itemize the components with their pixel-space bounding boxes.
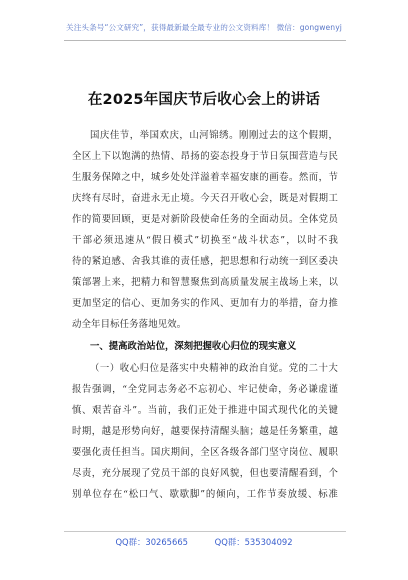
section-heading: 一、提高政治站位，深刻把握收心归位的现实意义 <box>90 341 297 352</box>
paragraph-line: 尽责，充分展现了党员干部的良好风貌，但也要清醒看到，个 <box>72 468 338 479</box>
paragraph-line: 报告强调，“全党同志务必不忘初心、牢记使命，务必谦虚谨 <box>72 384 338 395</box>
paragraph-line: 时期，越是形势向好，越要保持清醒头脑；越是任务繁重，越 <box>72 426 338 437</box>
footer-divider <box>64 531 346 532</box>
paragraph-line: 生服务保障之中，城乡处处洋溢着幸福安康的画卷。然而，节 <box>72 172 338 183</box>
paragraph-line: 全区上下以饱满的热情、昂扬的姿态投身于节日氛围营造与民 <box>72 151 338 162</box>
header-note: 关注头条号“公文研究”，获得最新最全最专业的公文资料库！ 微信：gongwenyj <box>66 23 342 32</box>
paragraph-line: 作的简要回顾，更是对新阶段使命任务的全面动员。全体党员 <box>72 214 338 225</box>
paragraph-line: 策部署上来，把精力和智慧聚焦到高质量发展主战场上来，以 <box>72 277 338 288</box>
footer-qq-group-1: QQ群：30265665 <box>115 537 188 547</box>
paragraph-line: 国庆佳节，举国欢庆，山河锦绣。刚刚过去的这个假期， <box>90 130 338 141</box>
footer <box>0 536 408 548</box>
header-divider <box>64 40 346 41</box>
paragraph-line: 待的紧迫感、舍我其谁的责任感，把思想和行动统一到区委决 <box>72 256 338 267</box>
paragraph-line: 庆终有尽时，奋进永无止境。今天召开收心会，既是对假期工 <box>72 193 338 204</box>
paragraph-line: （一）收心归位是落实中央精神的政治自觉。党的二十大 <box>90 363 338 374</box>
paragraph-line: 慎、艰苦奋斗”。当前，我们正处于推进中国式现代化的关键 <box>72 405 338 416</box>
paragraph-line: 干部必须迅速从“假日模式”切换至“战斗状态”，以时不我 <box>72 235 338 246</box>
paragraph-line: 要强化责任担当。国庆期间，全区各级各部门坚守岗位、履职 <box>72 447 338 458</box>
document-title: 在2025年国庆节后收心会上的讲话 <box>87 92 321 108</box>
paragraph-line: 更加坚定的信心、更加务实的作风、更加有力的举措，奋力推 <box>72 298 338 309</box>
footer-qq-group-2: QQ群：535304092 <box>214 537 293 547</box>
paragraph-line: 别单位存在“松口气、歇歇脚”的倾向，工作节奏放缓、标准 <box>72 489 338 500</box>
paragraph-line: 动全年目标任务落地见效。 <box>72 319 187 330</box>
